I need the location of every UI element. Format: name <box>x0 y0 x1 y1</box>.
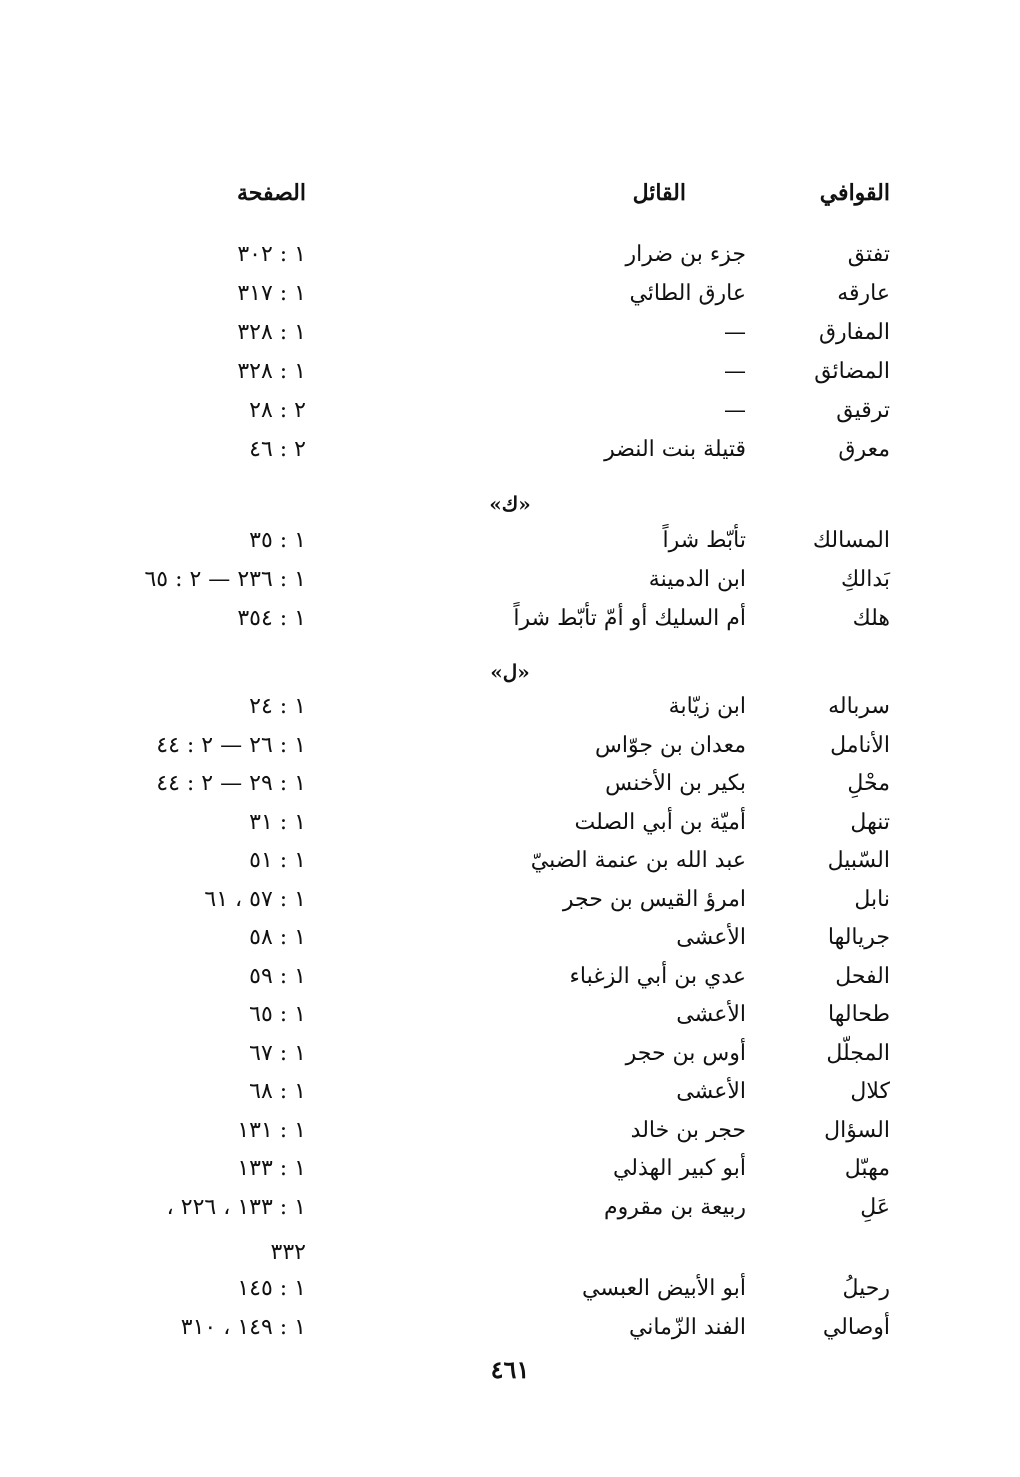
section-heading-kaf: «ك» <box>489 492 531 516</box>
index-row <box>0 567 1020 605</box>
section-heading-lam: «ل» <box>490 660 530 684</box>
index-row <box>0 398 1020 436</box>
index-row <box>0 694 1020 732</box>
rhyme-cell: عارقه <box>837 281 890 306</box>
poet-cell: حجر بن خالد <box>630 1117 746 1143</box>
page-ref-cell: ١ : ٢٤ <box>249 694 306 719</box>
poet-cell: امرؤ القيس بن حجر <box>562 886 746 912</box>
index-row <box>0 810 1020 848</box>
rhyme-cell: الأنامل <box>830 732 890 758</box>
rhyme-cell: عَلِ <box>860 1194 890 1220</box>
rhyme-cell: كلال <box>850 1079 890 1104</box>
page-ref-cell: ١ : ٣٥ <box>249 528 306 553</box>
page-ref-cell: ١ : ٥٨ <box>249 925 306 950</box>
page-ref-cell: ١ : ٥٩ <box>249 963 306 989</box>
page-ref-cell: ١ : ٥٧ ، ٦١ <box>204 886 306 912</box>
poet-cell: عدي بن أبي الزغباء <box>569 963 746 989</box>
index-row <box>0 1156 1020 1194</box>
rhyme-cell: رحيلُ <box>842 1276 890 1301</box>
page-ref-cell: ١ : ١٣٣ ، ٢٢٦ ، <box>166 1194 306 1220</box>
poet-cell: معدان بن جوّاس <box>594 732 746 758</box>
poet-cell: أبو كبير الهذلي <box>612 1156 746 1181</box>
page-ref-cell: ١ : ٣١ <box>249 809 306 835</box>
index-row <box>0 1315 1020 1353</box>
header-rhymes: القوافي <box>819 180 890 206</box>
rhyme-cell: معرق <box>838 437 890 462</box>
poet-cell: — <box>724 320 746 345</box>
poet-cell: أبو الأبيض العبسي <box>582 1276 746 1301</box>
header-poet: القائل <box>632 180 686 206</box>
page-ref-cell: ١ : ٢٣٦ — ٢ : ٦٥ <box>144 567 306 592</box>
page-ref-cell: ١ : ٦٨ <box>249 1079 306 1104</box>
poet-cell: قتيلة بنت النضر <box>604 437 746 462</box>
poet-cell: ابن زيّابة <box>668 694 746 719</box>
rhyme-cell: المسالك <box>812 528 890 553</box>
rhyme-cell: ترقيق <box>836 398 890 423</box>
rhyme-cell: سرباله <box>828 694 890 719</box>
index-row <box>0 242 1020 280</box>
rhyme-cell: هلك <box>852 606 890 631</box>
page-ref-cell: ١ : ١٣٣ <box>237 1156 306 1181</box>
page-ref-cell: ١ : ٦٥ <box>249 1002 306 1027</box>
poet-cell: بكير بن الأخنس <box>605 771 746 796</box>
poet-cell: عارق الطائي <box>629 281 746 306</box>
rhyme-cell: محْلِ <box>847 771 890 796</box>
rhyme-cell: أوصالي <box>822 1315 890 1340</box>
page-ref-continuation: ٣٣٢ <box>270 1240 306 1265</box>
page-number: ٤٦١ <box>490 1355 530 1384</box>
page-ref-cell: ١ : ٢٩ — ٢ : ٤٤ <box>156 771 306 796</box>
rhyme-cell: تفتق <box>847 242 890 267</box>
rhyme-cell: الفحل <box>835 963 890 989</box>
poet-cell: — <box>724 359 746 384</box>
index-row <box>0 925 1020 963</box>
rhyme-cell: تنهل <box>850 809 890 835</box>
page-ref-cell: ١ : ٣٥٤ <box>237 606 306 631</box>
index-row <box>0 359 1020 397</box>
poet-cell: تأبّط شراً <box>662 528 746 553</box>
page-ref-cell: ١ : ١٤٥ <box>237 1276 306 1301</box>
page-ref-cell: ١ : ٥١ <box>249 848 306 873</box>
poet-cell: أميّة بن أبي الصلت <box>574 809 746 835</box>
index-row <box>0 1002 1020 1040</box>
page-ref-cell: ٢ : ٢٨ <box>249 398 306 423</box>
index-row <box>0 1041 1020 1079</box>
index-row <box>0 848 1020 886</box>
poet-cell: ابن الدمينة <box>648 567 746 592</box>
poet-cell: أم السليك أو أمّ تأبّط شراً <box>513 606 746 631</box>
index-row <box>0 771 1020 809</box>
index-row <box>0 1118 1020 1156</box>
poet-cell: الأعشى <box>676 1002 746 1027</box>
poet-cell: جزء بن ضرار <box>625 242 746 267</box>
rhyme-cell: جريالها <box>827 925 890 950</box>
rhyme-cell: المجلّل <box>826 1040 890 1066</box>
page-ref-cell: ١ : ٣٢٨ <box>237 320 306 345</box>
page-ref-cell: ١ : ٣٢٨ <box>237 359 306 384</box>
index-row <box>0 964 1020 1002</box>
rhyme-cell: المضائق <box>814 359 890 384</box>
header-page: الصفحة <box>236 180 306 206</box>
page-ref-cell: ١ : ٦٧ <box>249 1040 306 1066</box>
index-row <box>0 320 1020 358</box>
rhyme-cell: طحالها <box>828 1002 890 1027</box>
poet-cell: أوس بن حجر <box>625 1040 746 1066</box>
index-row <box>0 1079 1020 1117</box>
poet-cell: عبد الله بن عنمة الضبيّ <box>530 848 746 873</box>
rhyme-cell: المفارق <box>818 320 890 345</box>
index-row <box>0 733 1020 771</box>
index-row <box>0 1276 1020 1314</box>
index-row <box>0 281 1020 319</box>
page-ref-cell: ١ : ٣٠٢ <box>237 242 306 267</box>
index-row <box>0 887 1020 925</box>
page-ref-cell: ١ : ٢٦ — ٢ : ٤٤ <box>156 732 306 758</box>
index-row <box>0 1195 1020 1233</box>
poet-cell: ربيعة بن مقروم <box>604 1194 746 1220</box>
poet-cell: الأعشى <box>676 925 746 950</box>
poet-cell: — <box>724 398 746 423</box>
poet-cell: الأعشى <box>676 1079 746 1104</box>
rhyme-cell: مهبّل <box>844 1156 890 1181</box>
page-ref-cell: ١ : ٣١٧ <box>237 281 306 306</box>
index-row <box>0 437 1020 475</box>
rhyme-cell: نابل <box>854 886 890 912</box>
index-row <box>0 606 1020 644</box>
page-ref-cell: ١ : ١٤٩ ، ٣١٠ <box>180 1315 306 1340</box>
poet-cell: الفند الزّماني <box>628 1315 746 1340</box>
rhyme-cell: بَدالكِ <box>840 567 890 592</box>
page-ref-cell: ٢ : ٤٦ <box>249 437 306 462</box>
rhyme-cell: السؤال <box>824 1117 890 1143</box>
index-row <box>0 528 1020 566</box>
rhyme-cell: السّبيل <box>827 848 890 873</box>
page-ref-cell: ١ : ١٣١ <box>237 1117 306 1143</box>
